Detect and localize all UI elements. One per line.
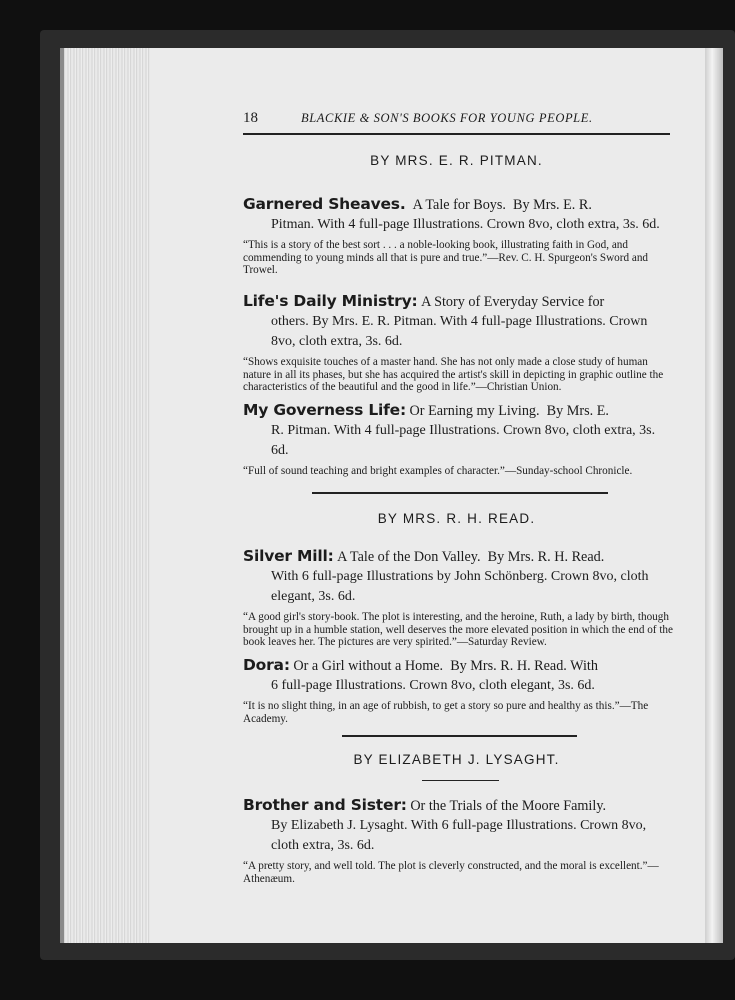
- book-details: Pitman. With 4 full-page Illustrations. Crown 8vo, cloth extra, 3s. 6d.: [271, 217, 660, 232]
- page-edges: [60, 48, 154, 943]
- book-details: With 6 full-page Illustrations by John Schönberg. Crown 8vo, cloth elegant, 3s. 6d.: [271, 569, 649, 604]
- section-divider: [342, 735, 577, 737]
- book-title: Brother and Sister:: [243, 796, 407, 814]
- book-byline: By Mrs. R. H. Read. With: [450, 658, 598, 674]
- book-review: “A pretty story, and well told. The plot is cleverly constructed, and the moral is excellent.”—Athenæum.: [243, 860, 659, 885]
- book-review: “Full of sound teaching and bright examples of character.”—Sunday-school Chronicle.: [243, 465, 633, 477]
- book-entry: [243, 655, 675, 725]
- book-entry: [243, 546, 675, 649]
- book-subtitle: A Story of Everyday Service for: [421, 294, 605, 310]
- book-review: “It is no slight thing, in an age of rubbish, to get a story so pure and healthy as this.”—The Academy.: [243, 700, 649, 725]
- section-heading: BY MRS. R. H. READ.: [377, 511, 536, 526]
- book-review: “A good girl's story-book. The plot is interesting, and the heroine, Ruth, a lady by birth, though brought up in a humble station, well deserves the more elevated position in which the end of the book leaves her. The pictures are very spirited.”—Saturday Review.: [243, 611, 673, 648]
- book-byline: By Mrs. E.: [546, 403, 609, 419]
- book-subtitle: Or a Girl without a Home.: [293, 658, 444, 674]
- book-details: By Elizabeth J. Lysaght. With 6 full-page Illustrations. Crown 8vo, cloth extra, 3s. 6d.: [271, 818, 647, 853]
- book-title: Dora:: [243, 656, 290, 674]
- book-title: Garnered Sheaves.: [243, 195, 406, 213]
- header-rule: [243, 133, 670, 135]
- book-title: My Governess Life:: [243, 401, 406, 419]
- book-details: 6 full-page Illustrations. Crown 8vo, cloth elegant, 3s. 6d.: [271, 678, 595, 693]
- book-entry: [243, 291, 675, 394]
- book-details: others. By Mrs. E. R. Pitman. With 4 full-page Illustrations. Crown 8vo, cloth extra, 3s. 6d.: [271, 314, 648, 349]
- section-heading: BY MRS. E. R. PITMAN.: [370, 153, 543, 168]
- heading-underline: [422, 780, 499, 781]
- book-subtitle: Or Earning my Living.: [409, 403, 540, 419]
- book-details: R. Pitman. With 4 full-page Illustrations. Crown 8vo, cloth extra, 3s. 6d.: [271, 423, 656, 458]
- right-page-edge: [705, 48, 723, 943]
- book-byline: By Mrs. R. H. Read.: [487, 549, 605, 565]
- book-entry: [243, 400, 675, 478]
- book-entry: [243, 795, 675, 885]
- book-review: “This is a story of the best sort . . . a noble-looking book, illustrating faith in God, and commending to young minds all that is pure and true.”—Rev. C. H. Spurgeon's Sword and Trowel.: [243, 239, 649, 276]
- running-title: BLACKIE & SON'S BOOKS FOR YOUNG PEOPLE.: [301, 111, 593, 125]
- book-entry: [243, 194, 675, 277]
- book-subtitle: A Tale of the Don Valley.: [337, 549, 481, 565]
- book-title: Silver Mill:: [243, 547, 334, 565]
- book-subtitle: A Tale for Boys.: [412, 197, 506, 213]
- book-review: “Shows exquisite touches of a master hand. She has not only made a close study of human nature in all its phases, but she has acquired the artist's skill in depicting in graphic outline the characteristics of the beautiful and the good in life.”—Christian Union.: [243, 356, 664, 393]
- section-heading: BY ELIZABETH J. LYSAGHT.: [353, 752, 560, 767]
- page-number: 18: [243, 110, 258, 126]
- book-byline: By Mrs. E. R.: [513, 197, 592, 213]
- book-title: Life's Daily Ministry:: [243, 292, 418, 310]
- book-subtitle: Or the Trials of the Moore Family.: [410, 798, 607, 814]
- section-divider: [312, 492, 608, 494]
